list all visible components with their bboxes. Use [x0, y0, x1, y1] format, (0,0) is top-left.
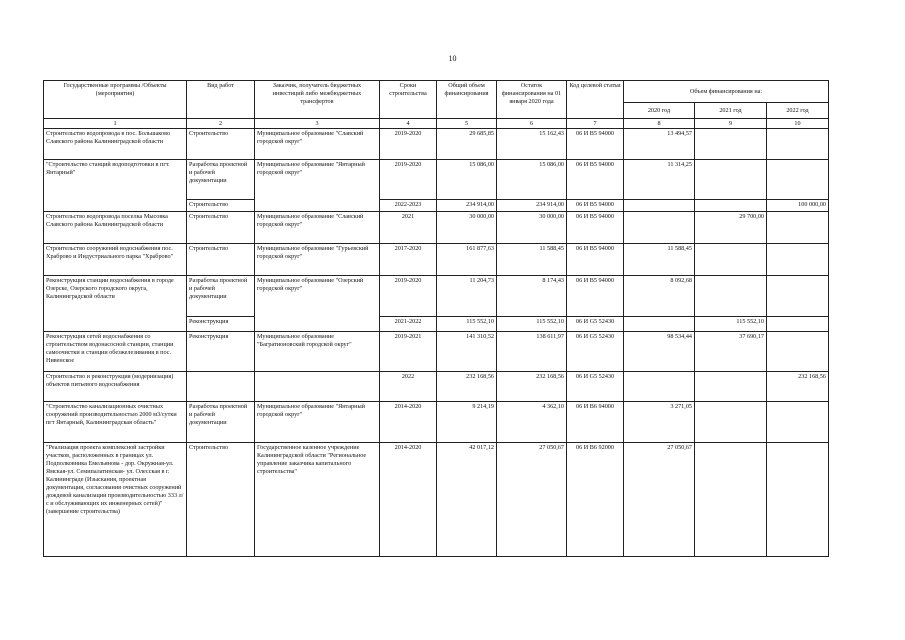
customer: Муниципальное образование "Озерский городской округ": [255, 276, 380, 332]
col-number: 10: [767, 119, 829, 129]
code: 06 И В5 94000: [567, 276, 624, 317]
term: 2014-2020: [380, 402, 437, 443]
table-row: [44, 129, 829, 160]
term: 2021: [380, 212, 437, 244]
total: 11 204,73: [437, 276, 497, 317]
rest: 8 174,43: [497, 276, 567, 317]
customer: Муниципальное образование "Славский городской округ": [255, 212, 380, 244]
col-number: 9: [695, 119, 767, 129]
amount-2020: [624, 212, 695, 244]
total: 9 214,19: [437, 402, 497, 443]
header-total: Общий объем финансирования: [437, 81, 497, 119]
col-number: 1: [44, 119, 187, 129]
object-name: "Строительство канализационных очистных сооружений производительностью 2000 м3/сутки пгт Янтарный, Калининградская область": [44, 402, 187, 443]
table-row: [44, 372, 829, 402]
header-customer: Заказчик, получатель бюджетных инвестиций либо межбюджетных трансфертов: [255, 81, 380, 119]
work-type: Строительство: [187, 212, 255, 244]
customer: Муниципальное образование "Янтарный городской округ": [255, 402, 380, 443]
col-number: 6: [497, 119, 567, 129]
col-number: 3: [255, 119, 380, 129]
col-number: 7: [567, 119, 624, 129]
code: 06 И В5 94000: [567, 160, 624, 200]
code: 06 И В5 94000: [567, 200, 624, 212]
total: 234 914,00: [437, 200, 497, 212]
amount-2021: [695, 372, 767, 402]
amount-2022: 100 000,00: [767, 200, 829, 212]
term: 2021-2022: [380, 317, 437, 332]
code: 06 И G5 52430: [567, 317, 624, 332]
amount-2020: [624, 200, 695, 212]
amount-2022: [767, 160, 829, 200]
term: 2022: [380, 372, 437, 402]
customer: Муниципальное образование "Гурьевский городской округ": [255, 244, 380, 276]
amount-2022: [767, 244, 829, 276]
object-name: Реконструкция станции водоснабжения в городе Озерске, Озерского городского округа, Калининградской области: [44, 276, 187, 332]
amount-2020: 11 588,45: [624, 244, 695, 276]
rest: 232 168,56: [497, 372, 567, 402]
amount-2020: [624, 317, 695, 332]
table-row: [44, 212, 829, 244]
term: 2019-2020: [380, 160, 437, 200]
total: 141 310,52: [437, 332, 497, 372]
term: 2017-2020: [380, 244, 437, 276]
amount-2020: 8 092,68: [624, 276, 695, 317]
code: 06 И В5 94000: [567, 244, 624, 276]
object-name: Строительство водопровода в пос. Большаково Славского района Калининградской области: [44, 129, 187, 160]
amount-2022: [767, 276, 829, 317]
page-number: 10: [448, 54, 457, 63]
amount-2020: 3 271,05: [624, 402, 695, 443]
code: 06 И G5 52430: [567, 372, 624, 402]
work-type: Строительство: [187, 200, 255, 212]
total: 30 000,00: [437, 212, 497, 244]
object-name: Строительство водопровода поселка Мысовка Славского района Калининградской области: [44, 212, 187, 244]
object-name: Строительство и реконструкция (модернизация) объектов питьевого водоснабжения: [44, 372, 187, 402]
total: 15 086,00: [437, 160, 497, 200]
amount-2020: 11 314,25: [624, 160, 695, 200]
total: 115 552,10: [437, 317, 497, 332]
amount-2021: 29 700,00: [695, 212, 767, 244]
code: 06 И В6 92000: [567, 443, 624, 557]
amount-2021: 115 552,10: [695, 317, 767, 332]
rest: 138 611,97: [497, 332, 567, 372]
col-number: 5: [437, 119, 497, 129]
amount-2020: 98 534,44: [624, 332, 695, 372]
header-funding: Объем финансирования на:: [624, 81, 829, 103]
amount-2021: [695, 402, 767, 443]
work-type: Разработка проектной и рабочей документации: [187, 160, 255, 200]
code: 06 И В5 94000: [567, 129, 624, 160]
header-work-type: Вид работ: [187, 81, 255, 119]
work-type: Разработка проектной и рабочей документации: [187, 402, 255, 443]
amount-2021: [695, 160, 767, 200]
table-row: [44, 276, 829, 317]
amount-2022: 232 168,56: [767, 372, 829, 402]
amount-2020: 13 494,57: [624, 129, 695, 160]
amount-2021: [695, 200, 767, 212]
amount-2021: [695, 276, 767, 317]
amount-2022: [767, 332, 829, 372]
table-row: [44, 402, 829, 443]
work-type: Строительство: [187, 443, 255, 557]
object-name: "Реализация проекта комплексной застройки участков, расположенных в границах ул. Подполковника Емельянова - дор. Окружная-ул. Ямская-ул. Семипалатинская- ул. Олесская в г. Калининграде (Изыскания, проектная документация, согласования очистных сооружений дождевой канализации производительностью 333 л/с и обслуживающих их инженерных сетей)"(завершение строительства): [44, 443, 187, 557]
header-2020: 2020 год: [624, 103, 695, 119]
work-type: Разработка проектной и рабочей документации: [187, 276, 255, 317]
code: 06 И В5 94000: [567, 212, 624, 244]
object-name: Строительство сооружений водоснабжения пос. Храброво и Индустриального парка "Храброво": [44, 244, 187, 276]
amount-2022: [767, 317, 829, 332]
rest: 4 362,10: [497, 402, 567, 443]
total: 29 685,85: [437, 129, 497, 160]
work-type: Реконструкция: [187, 317, 255, 332]
header-programs: Государственные программы /Объекты (мероприятия): [44, 81, 187, 119]
table-row: [44, 443, 829, 557]
header-rest: Остаток финансирования на 01 января 2020 года: [497, 81, 567, 119]
table-row: [44, 160, 829, 200]
total: 42 017,12: [437, 443, 497, 557]
rest: 15 086,00: [497, 160, 567, 200]
rest: 11 588,45: [497, 244, 567, 276]
header-2022: 2022 год: [767, 103, 829, 119]
amount-2022: [767, 443, 829, 557]
rest: 115 552,10: [497, 317, 567, 332]
term: 2022-2023: [380, 200, 437, 212]
term: 2019-2021: [380, 332, 437, 372]
rest: 27 050,67: [497, 443, 567, 557]
code: 06 И В6 94000: [567, 402, 624, 443]
object-name: Реконструкция сетей водоснабжения со строительством водонасосной станции, станции самоочистки и станции обезжелезивания в пос. Нивенское: [44, 332, 187, 372]
term: 2019-2020: [380, 129, 437, 160]
amount-2022: [767, 402, 829, 443]
amount-2022: [767, 129, 829, 160]
code: 06 И G5 52430: [567, 332, 624, 372]
financing-table: [43, 80, 829, 557]
amount-2020: 27 050,67: [624, 443, 695, 557]
header-code: Код целевой статьи: [567, 81, 624, 119]
work-type: [187, 372, 255, 402]
customer: Муниципальное образование "Славский городской округ": [255, 129, 380, 160]
customer: Государственное казенное учреждение Калининградской области "Региональное управление заказчика капитального строительства": [255, 443, 380, 557]
rest: 30 000,00: [497, 212, 567, 244]
total: 161 877,63: [437, 244, 497, 276]
object-name: "Строительство станций водоподготовки в пгт. Янтарный": [44, 160, 187, 212]
header-2021: 2021 год: [695, 103, 767, 119]
col-number: 8: [624, 119, 695, 129]
amount-2020: [624, 372, 695, 402]
work-type: Строительство: [187, 129, 255, 160]
rest: 234 914,00: [497, 200, 567, 212]
rest: 15 162,43: [497, 129, 567, 160]
customer: Муниципальное образование "Багратионовский городской округ": [255, 332, 380, 372]
customer: [255, 372, 380, 402]
work-type: Реконструкция: [187, 332, 255, 372]
amount-2021: 37 690,17: [695, 332, 767, 372]
col-number: 4: [380, 119, 437, 129]
customer: Муниципальное образование "Янтарный городской округ": [255, 160, 380, 212]
amount-2021: [695, 244, 767, 276]
header-term: Сроки строительства: [380, 81, 437, 119]
total: 232 168,56: [437, 372, 497, 402]
term: 2019-2020: [380, 276, 437, 317]
amount-2021: [695, 443, 767, 557]
term: 2014-2020: [380, 443, 437, 557]
col-number: 2: [187, 119, 255, 129]
amount-2022: [767, 212, 829, 244]
work-type: Строительство: [187, 244, 255, 276]
table-row: [44, 332, 829, 372]
amount-2021: [695, 129, 767, 160]
table-row: [44, 244, 829, 276]
